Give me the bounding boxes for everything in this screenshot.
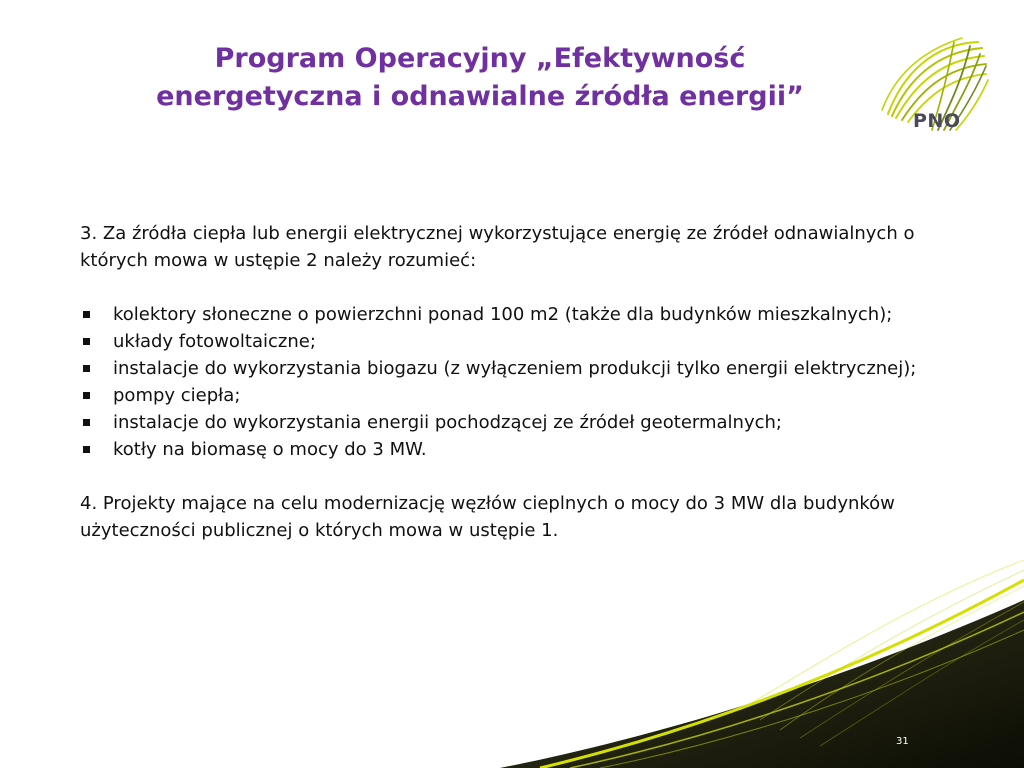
list-item-text: kotły na biomasę o mocy do 3 MW.	[113, 439, 427, 460]
spacer	[80, 274, 970, 301]
list-item-text: układy fotowoltaiczne;	[113, 331, 316, 352]
square-bullet-icon	[83, 446, 90, 453]
list-item	[80, 301, 970, 328]
list-item-text: instalacje do wykorzystania energii pochodzącej ze źródeł geotermalnych;	[113, 412, 782, 433]
square-bullet-icon	[83, 419, 90, 426]
slide-body	[80, 220, 970, 544]
list-item-text: instalacje do wykorzystania biogazu (z wyłączeniem produkcji tylko energii elektrycznej);	[113, 358, 917, 379]
list-item	[80, 409, 970, 436]
closing-paragraph: 4. Projekty mające na celu modernizację węzłów cieplnych o mocy do 3 MW dla budynków użyteczności publicznej o których mowa w ustępie 1.	[80, 493, 895, 541]
slide-title	[60, 40, 900, 116]
bullet-list	[80, 301, 970, 463]
list-item	[80, 436, 970, 463]
list-item-text: pompy ciepła;	[113, 385, 241, 406]
list-item	[80, 382, 970, 409]
square-bullet-icon	[83, 311, 90, 318]
page-number: 31	[896, 736, 909, 747]
list-item	[80, 328, 970, 355]
list-item-text: kolektory słoneczne o powierzchni ponad 100 m2 (także dla budynków mieszkalnych);	[113, 304, 893, 325]
square-bullet-icon	[83, 392, 90, 399]
spacer	[80, 463, 970, 490]
slide-title-line-2: energetyczna i odnawialne źródła energii”	[156, 81, 804, 112]
slide-title-line-1: Program Operacyjny „Efektywność	[214, 43, 746, 74]
decorative-swoosh	[440, 540, 1024, 768]
intro-paragraph: 3. Za źródła ciepła lub energii elektrycznej wykorzystujące energię ze źródeł odnawialnych o których mowa w ustępie 2 należy rozumieć:	[80, 223, 915, 271]
square-bullet-icon	[83, 365, 90, 372]
square-bullet-icon	[83, 338, 90, 345]
list-item	[80, 355, 970, 382]
logo-text: PNO	[913, 110, 961, 132]
